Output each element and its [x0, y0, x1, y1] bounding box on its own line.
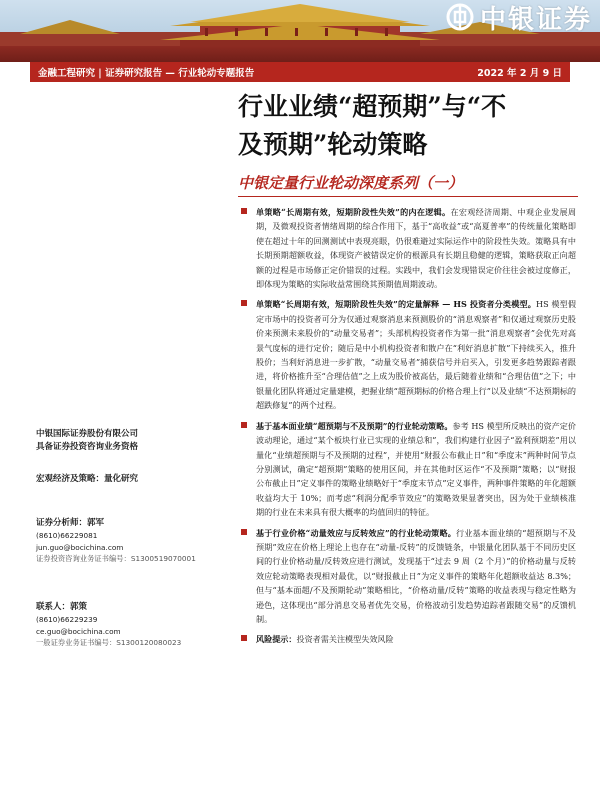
sidebar-section [36, 472, 216, 486]
summary-paragraph [238, 526, 576, 627]
contact-card [36, 600, 216, 649]
summary-paragraph [238, 297, 576, 412]
analyst-card [36, 516, 216, 565]
summary-paragraph [238, 205, 576, 291]
analyst-title: 证券分析师：郭军 [36, 518, 105, 528]
bullet-square-icon [241, 208, 247, 214]
contact-certificate: 一般证券业务证书编号：S1300120080023 [36, 638, 182, 647]
paragraph-text: 参考 HS 模型所反映出的资产定价波动理论，通过“某个板块行业已实现的业绩总和”，我们构建行业因子“盈利预期差”用以量化“业绩超预期与不及预期的过程”，并使用“财报公布截止日”和“季度末”两种时间节点分别测试，确定“超预期”策略的使用区间，并在其他时区运作“不及预期”策略；以“财报公布截止日”定义事件的策略业绩略好于“季度末节点”定义事件，两种事件策略的年化超额收益均大于 10%；而考虑“利润分配季节效应”的策略效果显著突出，因为处于业绩核准期的行业在未来具有很大概率的均值回归的特征。 [256, 420, 576, 518]
report-category-label: 金融工程研究 | 证券研究报告 — 行业轮动专题报告 [38, 68, 255, 79]
analyst-certificate: 证券投资咨询业务证书编号：S1300519070001 [36, 554, 196, 563]
report-summary [238, 205, 576, 653]
bullet-square-icon [241, 529, 247, 535]
sidebar-org [36, 428, 216, 454]
contact-email[interactable]: ce.guo@bocichina.com [36, 626, 121, 636]
bullet-square-icon [241, 635, 247, 641]
report-title-line-1: 行业业绩“超预期”与“不 [238, 92, 507, 121]
paragraph-text: HS 模型假定市场中的投资者可分为仅通过观察消息来预测股价的“消息观察者”和仅通过观察历史股价来预测未来股价的“动量交易者”；头部机构投资者作为第一批“消息观察者”会优先对高景气度标的进行定价；随后是中小机构投资者和散户在“利好消息扩散”下持续买入，推升股价；当利好消息进一步扩散，“动量交易者”捕获信号并启买入，引发更多趋势跟踪者跟进，将价格推升至“合理估值”之上成为股价被高估，最后随着业绩和“合理估值”之下；中银量化团队将通过定量建模，把握业绩“超预期标的价格合理上行”以及业绩“不达预期标的超跌修复”的两个过程。 [256, 299, 576, 411]
paragraph-text: 在宏观经济周期、中观企业发展周期，及微观投资者情绪周期的综合作用下，基于“高收益”或“高夏普率”的传统量化策略即使在超过十年的回测测试中表现亮眼，仍很难避过实际运作中的阶段性失效。策略具有中长期预期超额收益，体现资产被错误定价的根源具有长期且稳健的逻辑，策略获取正向超额的过程是市场修正定价错误的过程。实践中，我们会发现错误定价往往会被过度修正，即体现为策略的实际收益常围绕其预期值周期波动。 [256, 207, 576, 290]
brand-logo-text: 中银证券 [479, 4, 592, 35]
paragraph-lead: 基于基本面业绩“超预期与不及预期”的行业轮动策略。 [256, 420, 453, 431]
company-qualification: 具备证券投资咨询业务资格 [36, 442, 139, 452]
bullet-square-icon [241, 422, 247, 428]
bullet-square-icon [241, 300, 247, 306]
analyst-phone: (8610)66229081 [36, 531, 98, 540]
research-section-label: 宏观经济及策略：量化研究 [36, 474, 139, 484]
paragraph-lead: 单策略“长周期有效，短期阶段性失效”的内在逻辑。 [256, 207, 451, 217]
paragraph-lead: 基于行业价格“动量效应与反转效应”的行业轮动策略。 [256, 527, 456, 538]
risk-warning-text: 投资者需关注模型失效风险 [296, 634, 394, 645]
summary-paragraph [238, 419, 576, 520]
report-date: 2022 年 2 月 9 日 [477, 68, 562, 79]
paragraph-lead: 单策略“长周期有效，短期阶段性失效”的定量解释 — HS 投资者分类模型。 [256, 299, 537, 310]
contact-title: 联系人：郭策 [36, 602, 88, 612]
report-category-strip [30, 62, 570, 82]
analyst-email[interactable]: jun.guo@bocichina.com [36, 542, 124, 552]
header-banner [0, 0, 600, 62]
contact-phone: (8610)66229239 [36, 615, 98, 624]
paragraph-text: 行业基本面业绩的“超预期与不及预期”效应在价格上理论上也存在“动量-反转”的反馈链条，中银量化团队基于不同历史区间的行业价格动量/反转效应进行测试，发现基于“过去 9 周（2 个月）”的价格动量与反转效应轮动策略表现相对最优，以“财报截止日”为定义事件的策略年化超额收益达 8.3%；但与“基本面超/不及预期轮动”策略相比，“价格动量/反转”策略的收益表现与稳定性略为逊色，这体现出“部分消息交易者优先交易，价格波动引发趋势追踪者跟随交易”的反馈机制。 [256, 527, 576, 624]
report-title-line-2: 及预期”轮动策略 [238, 130, 428, 159]
subtitle-divider [238, 196, 578, 197]
report-subtitle: 中银定量行业轮动深度系列（一） [238, 174, 464, 192]
company-name: 中银国际证券股份有限公司 [36, 429, 139, 439]
risk-warning [238, 632, 576, 646]
report-title [238, 88, 578, 164]
bank-of-china-logo-icon [446, 3, 474, 31]
risk-warning-label: 风险提示： [256, 634, 297, 645]
